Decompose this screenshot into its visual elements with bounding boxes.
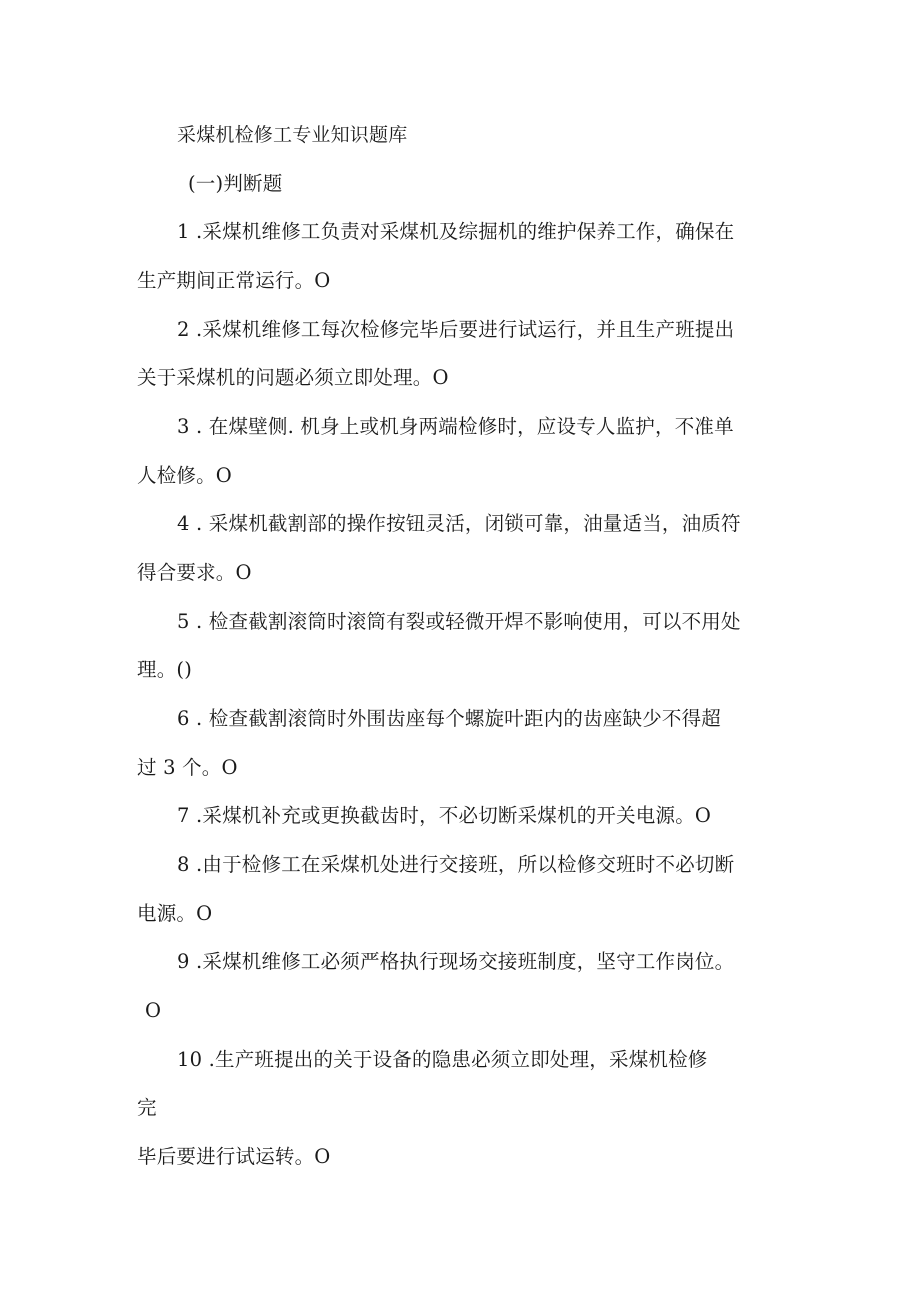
question-line: 1 .采煤机维修工负责对采煤机及综掘机的维护保养工作，确保在 bbox=[177, 220, 735, 243]
question-line: 过 3 个。O bbox=[137, 756, 238, 779]
section-heading: (一)判断题 bbox=[188, 172, 283, 195]
question-line: 8 .由于检修工在采煤机处进行交接班，所以检修交班时不必切断 bbox=[177, 853, 735, 876]
question-line: 人检修。O bbox=[137, 464, 232, 487]
question-line: O bbox=[145, 999, 162, 1022]
question-line: 6 . 检查截割滚筒时外围齿座每个螺旋叶距内的齿座缺少不得超 bbox=[177, 707, 722, 730]
document-title: 采煤机检修工专业知识题库 bbox=[177, 124, 408, 146]
question-line: 5 . 检查截割滚筒时滚筒有裂或轻微开焊不影响使用，可以不用处 bbox=[177, 610, 741, 633]
question-line: 关于采煤机的问题必须立即处理。O bbox=[137, 366, 449, 389]
question-line: 完 bbox=[137, 1096, 157, 1119]
question-line: 理。() bbox=[137, 658, 193, 681]
question-line: 7 .采煤机补充或更换截齿时，不必切断采煤机的开关电源。O bbox=[177, 804, 712, 827]
question-line: 得合要求。O bbox=[137, 561, 252, 584]
question-line: 生产期间正常运行。O bbox=[137, 269, 331, 292]
question-line: 9 .采煤机维修工必须严格执行现场交接班制度，坚守工作岗位。 bbox=[177, 950, 735, 973]
question-line: 2 .采煤机维修工每次检修完毕后要进行试运行，并且生产班提出 bbox=[177, 318, 735, 341]
question-line: 毕后要进行试运转。O bbox=[137, 1145, 331, 1168]
question-line: 10 .生产班提出的关于设备的隐患必须立即处理，采煤机检修 bbox=[177, 1048, 708, 1071]
question-line: 4 . 采煤机截割部的操作按钮灵活，闭锁可靠，油量适当，油质符 bbox=[177, 512, 741, 535]
question-line: 电源。O bbox=[137, 902, 213, 925]
question-line: 3 . 在煤壁侧. 机身上或机身两端检修时，应设专人监护，不准单 bbox=[177, 415, 734, 438]
